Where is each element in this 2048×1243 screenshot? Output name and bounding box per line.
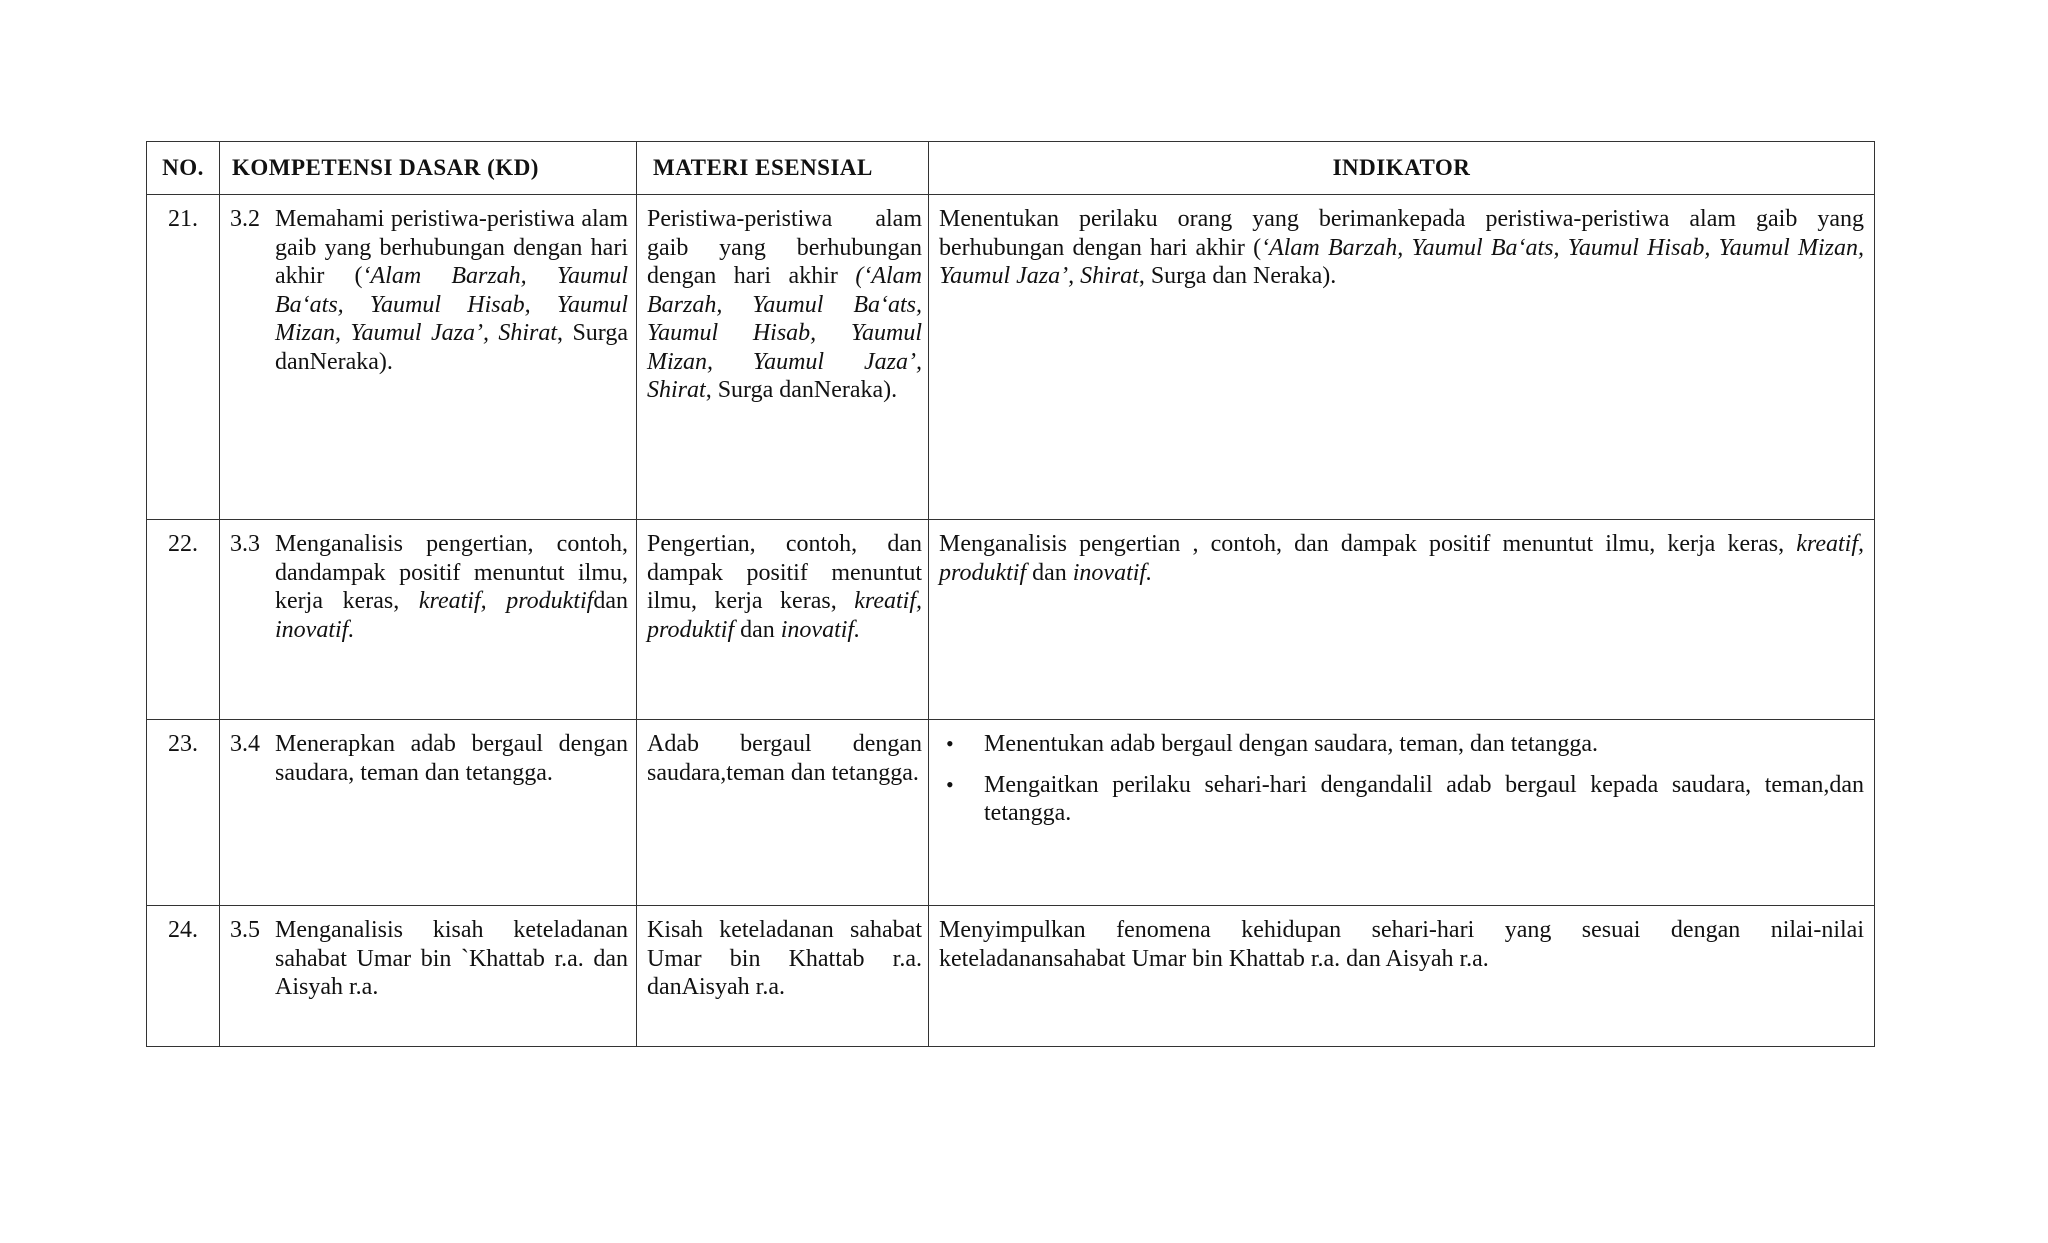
indikator-cell: Menyimpulkan fenomena kehidupan sehari-hari yang sesuai dengan nilai-nilai keteladanansahabat Umar bin Khattab r.a. dan Aisyah r.a. xyxy=(929,906,1875,1047)
header-no: NO. xyxy=(147,142,220,195)
kompetensi-dasar-cell xyxy=(220,720,637,906)
bullet-icon: • xyxy=(946,771,954,797)
materi-esensial-cell: Adab bergaul dengan saudara,teman dan tetangga. xyxy=(637,720,929,906)
indikator-cell xyxy=(929,720,1875,906)
kompetensi-dasar-cell xyxy=(220,195,637,520)
row-number: 22. xyxy=(147,520,220,720)
kd-code: 3.5 xyxy=(230,917,260,943)
list-item: • Menentukan adab bergaul dengan saudara, teman, dan tetangga. xyxy=(946,731,1598,757)
kd-indicator-table xyxy=(146,141,1875,1047)
row-number: 24. xyxy=(147,906,220,1047)
header-indikator: INDIKATOR xyxy=(929,142,1875,195)
materi-esensial-cell: Pengertian, contoh, dan dampak positif menuntut ilmu, kerja keras, kreatif, produktif dan inovatif. xyxy=(637,520,929,720)
list-item: • Mengaitkan perilaku sehari-hari dengandalil adab bergaul kepada saudara, teman,dan tetangga. xyxy=(946,771,1864,826)
kompetensi-dasar-cell xyxy=(220,906,637,1047)
kd-text: Menganalisis kisah keteladanan sahabat Umar bin `Khattab r.a. dan Aisyah r.a. xyxy=(275,917,628,1000)
table-header-row xyxy=(147,142,1875,195)
kompetensi-dasar-cell xyxy=(220,520,637,720)
kd-text: Menerapkan adab bergaul dengan saudara, teman dan tetangga. xyxy=(275,731,628,786)
table-row xyxy=(147,520,1875,720)
table-row xyxy=(147,195,1875,520)
row-number: 21. xyxy=(147,195,220,520)
kd-code: 3.3 xyxy=(230,531,260,557)
kd-code: 3.4 xyxy=(230,731,260,757)
indikator-cell: Menganalisis pengertian , contoh, dan dampak positif menuntut ilmu, kerja keras, kreatif, produktif dan inovatif. xyxy=(929,520,1875,720)
table-row xyxy=(147,720,1875,906)
table-row xyxy=(147,906,1875,1047)
indikator-cell: Menentukan perilaku orang yang berimankepada peristiwa-peristiwa alam gaib yang berhubungan dengan hari akhir (‘Alam Barzah, Yaumul Ba‘ats, Yaumul Hisab, Yaumul Mizan, Yaumul Jaza’, Shirat, Surga dan Neraka). xyxy=(929,195,1875,520)
indikator-list xyxy=(939,730,1864,828)
row-number: 23. xyxy=(147,720,220,906)
header-kompetensi-dasar: KOMPETENSI DASAR (KD) xyxy=(220,142,637,195)
kd-text: Memahami peristiwa-peristiwa alam gaib yang berhubungan dengan hari akhir (‘Alam Barzah, Yaumul Ba‘ats, Yaumul Hisab, Yaumul Mizan, Yaumul Jaza’, Shirat, Surga danNeraka). xyxy=(275,206,629,375)
kd-text: Menganalisis pengertian, contoh, dandampak positif menuntut ilmu, kerja keras, kreatif, produktifdan inovatif. xyxy=(275,531,628,643)
bullet-icon: • xyxy=(946,731,954,756)
header-materi-esensial: MATERI ESENSIAL xyxy=(637,142,929,195)
kd-code: 3.2 xyxy=(230,206,260,232)
materi-esensial-cell: Kisah keteladanan sahabat Umar bin Khattab r.a. danAisyah r.a. xyxy=(637,906,929,1047)
materi-esensial-cell: Peristiwa-peristiwa alam gaib yang berhubungan dengan hari akhir (‘Alam Barzah, Yaumul Ba‘ats, Yaumul Hisab, Yaumul Mizan, Yaumul Jaza’, Shirat, Surga danNeraka). xyxy=(637,195,929,520)
